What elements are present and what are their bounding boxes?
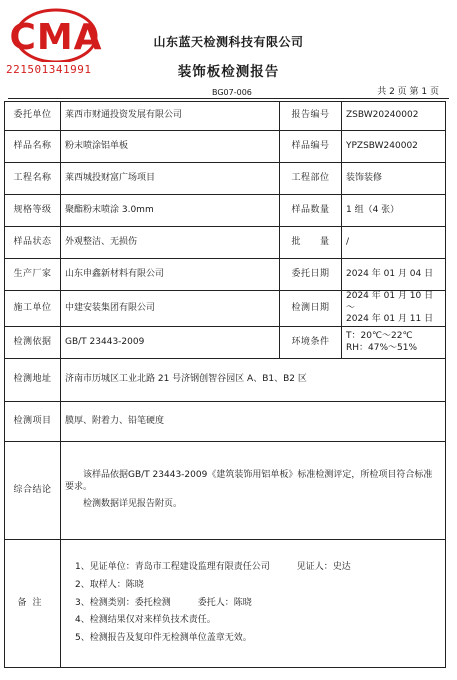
conclusion-note: 检测数据详见报告附页。 bbox=[83, 499, 183, 510]
report-title: 装饰板检测报告 bbox=[177, 64, 280, 80]
row-remarks bbox=[5, 540, 446, 668]
maker-label: 生产厂家 bbox=[5, 259, 61, 291]
batch-value: / bbox=[342, 227, 446, 259]
env-label: 环境条件 bbox=[280, 327, 342, 359]
page-info: 共 2 页 第 1 页 bbox=[377, 87, 439, 97]
builder-label: 施工单位 bbox=[5, 291, 61, 327]
entrust-date-value: 2024 年 01 月 04 日 bbox=[342, 259, 446, 291]
client-label: 委托单位 bbox=[5, 102, 61, 131]
report-no-value: ZSBW20240002 bbox=[342, 102, 446, 131]
header-divider bbox=[8, 98, 449, 99]
row-sample-name bbox=[5, 131, 446, 163]
items-value: 膜厚、附着力、铅笔硬度 bbox=[61, 402, 446, 442]
basis-value: GB/T 23443-2009 bbox=[61, 327, 280, 359]
conclusion-text: 该样品依据GB/T 23443-2009《建筑装饰用铝单板》标准检测评定，所检项目符合标准要求。 bbox=[65, 470, 433, 492]
sample-no-label: 样品编号 bbox=[280, 131, 342, 163]
project-label: 工程名称 bbox=[5, 163, 61, 195]
sample-name-label: 样品名称 bbox=[5, 131, 61, 163]
basis-label: 检测依据 bbox=[5, 327, 61, 359]
builder-value: 中建安装集团有限公司 bbox=[61, 291, 280, 327]
test-date-value bbox=[342, 291, 446, 327]
sample-no-value: YPZSBW240002 bbox=[342, 131, 446, 163]
row-spec bbox=[5, 195, 446, 227]
qty-value: 1 组（4 张） bbox=[342, 195, 446, 227]
address-label: 检测地址 bbox=[5, 359, 61, 402]
row-builder bbox=[5, 291, 446, 327]
row-maker bbox=[5, 259, 446, 291]
remark-item: 3、检测类别：委托检测 委托人：陈晓 bbox=[75, 597, 252, 608]
test-date-label: 检测日期 bbox=[280, 291, 342, 327]
state-label: 样品状态 bbox=[5, 227, 61, 259]
test-date-end: 2024 年 01 月 11 日 bbox=[346, 314, 434, 325]
client-value: 莱西市财通投资发展有限公司 bbox=[61, 102, 280, 131]
part-value: 装饰装修 bbox=[342, 163, 446, 195]
row-items bbox=[5, 402, 446, 442]
address-value: 济南市历城区工业北路 21 号济钢创智谷园区 A、B1、B2 区 bbox=[61, 359, 446, 402]
cma-logo-letters: CMA bbox=[9, 17, 103, 58]
row-basis bbox=[5, 327, 446, 359]
row-conclusion bbox=[5, 442, 446, 540]
conclusion-value bbox=[61, 442, 446, 540]
doc-number: BG07-006 bbox=[212, 88, 252, 97]
qty-label: 样品数量 bbox=[280, 195, 342, 227]
remark-item: 1、见证单位：青岛市工程建设监理有限责任公司 见证人：史达 bbox=[75, 562, 351, 573]
env-value bbox=[342, 327, 446, 359]
entrust-date-label: 委托日期 bbox=[280, 259, 342, 291]
company-name: 山东蓝天检测科技有限公司 bbox=[153, 35, 304, 49]
remark-item: 2、取样人：陈晓 bbox=[75, 580, 144, 591]
maker-value: 山东申鑫新材料有限公司 bbox=[61, 259, 280, 291]
project-value: 莱西城投财富广场项目 bbox=[61, 163, 280, 195]
items-label: 检测项目 bbox=[5, 402, 61, 442]
remarks-label: 备注 bbox=[5, 540, 61, 668]
cert-number: 221501341991 bbox=[6, 63, 92, 76]
sample-name-value: 粉末喷涂铝单板 bbox=[61, 131, 280, 163]
row-address bbox=[5, 359, 446, 402]
batch-label: 批 量 bbox=[280, 227, 342, 259]
remark-item: 5、检测报告及复印件无检测单位盖章无效。 bbox=[75, 633, 252, 644]
report-no-label: 报告编号 bbox=[280, 102, 342, 131]
state-value: 外观整洁、无损伤 bbox=[61, 227, 280, 259]
env-temperature: T：20℃～22℃ bbox=[346, 330, 413, 341]
remark-item: 4、检测结果仅对来样负技术责任。 bbox=[75, 615, 216, 626]
spec-label: 规格等级 bbox=[5, 195, 61, 227]
spec-value: 聚酯粉末喷涂 3.0mm bbox=[61, 195, 280, 227]
row-state bbox=[5, 227, 446, 259]
row-project bbox=[5, 163, 446, 195]
conclusion-label: 综合结论 bbox=[5, 442, 61, 540]
test-date-start: 2024 年 01 月 10 日～ bbox=[346, 291, 434, 313]
remarks-value bbox=[61, 540, 446, 668]
report-table bbox=[4, 101, 446, 668]
row-client bbox=[5, 102, 446, 131]
part-label: 工程部位 bbox=[280, 163, 342, 195]
env-humidity: RH：47%～51% bbox=[346, 342, 418, 353]
